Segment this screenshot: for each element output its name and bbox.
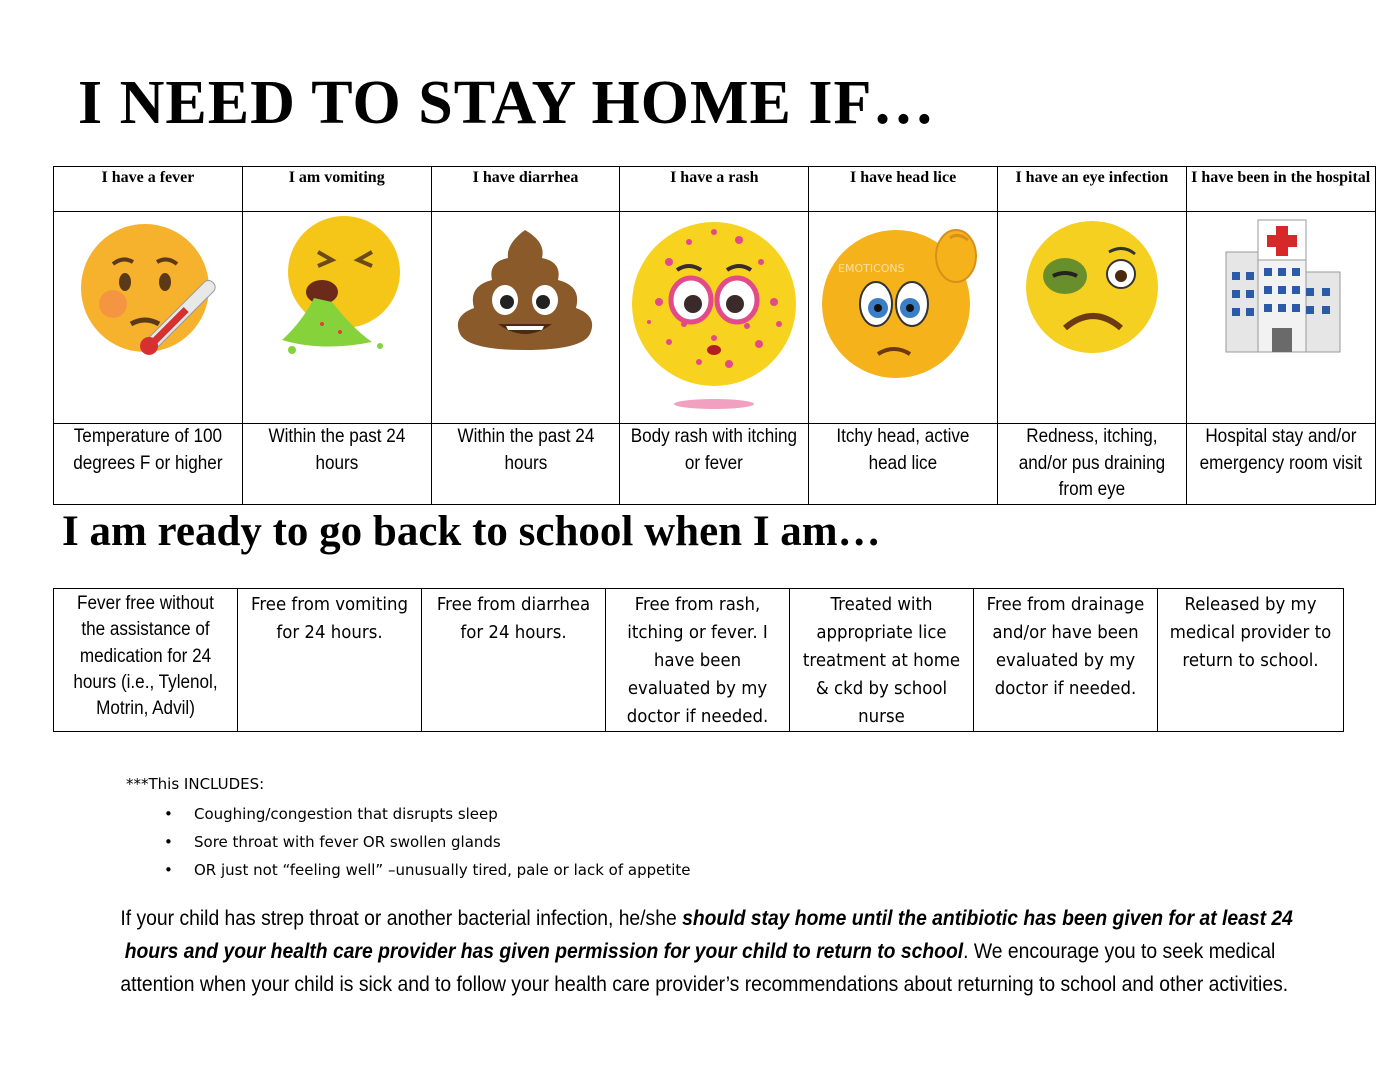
description-eye-infection: Redness, itching, and/or pus draining from eye [1018, 426, 1166, 500]
bullet-icon: • [164, 805, 173, 823]
header-diarrhea: I have diarrhea [431, 167, 620, 212]
header-eye-infection: I have an eye infection [997, 167, 1186, 212]
watermark-text: EMOTICONS [838, 262, 905, 275]
scratching-head-face-icon [818, 212, 988, 387]
criteria-fever: Fever free without the assistance of medication for 24 hours (i.e., Tylenol, Motrin, Advil) [73, 593, 218, 720]
footer-line-2: hours and your health care provider has given permission for your child to return to school. We encourage you to seek medical [124, 940, 1276, 963]
footer-line-1: If your child has strep throat or another bacterial infection, he/she should stay home until the antibiotic has been given for at least 24 [120, 907, 1293, 930]
stay-home-table [53, 166, 1376, 505]
description-head-lice: Itchy head, active head lice [836, 426, 970, 474]
description-fever: Temperature of 100 degrees F or higher [73, 426, 223, 474]
return-criteria-table [53, 588, 1344, 732]
symptom-header-row [54, 167, 1376, 212]
rash-face-icon [629, 212, 799, 412]
symptom-image-row [54, 212, 1376, 424]
sick-thermometer-face-icon [73, 212, 223, 362]
criteria-diarrhea: Free from diarrhea for 24 hours. [436, 594, 591, 643]
vomiting-face-icon [262, 212, 412, 362]
header-fever: I have a fever [54, 167, 243, 212]
list-item: • OR just not “feeling well” –unusually tired, pale or lack of appetite [164, 861, 691, 879]
description-vomiting: Within the past 24 hours [268, 426, 406, 474]
list-item: • Sore throat with fever OR swollen glands [164, 833, 501, 851]
footer-line-3: attention when your child is sick and to follow your health care provider’s recommendations about returning to school and other activities. [120, 973, 1289, 996]
includes-list [160, 803, 691, 887]
black-eye-face-icon [1017, 212, 1167, 362]
hospital-icon [1206, 212, 1356, 362]
bullet-icon: • [164, 833, 173, 851]
poop-icon [450, 212, 600, 362]
description-rash: Body rash with itching or fever [631, 426, 798, 474]
description-diarrhea: Within the past 24 hours [457, 426, 594, 474]
criteria-vomiting: Free from vomiting for 24 hours. [251, 594, 408, 643]
section-subtitle: I am ready to go back to school when I am… [62, 508, 881, 555]
criteria-rash: Free from rash, itching or fever. I have been evaluated by my doctor if needed. [626, 594, 769, 727]
includes-heading: ***This INCLUDES: [126, 775, 265, 793]
header-head-lice: I have head lice [809, 167, 998, 212]
criteria-eye-infection: Free from drainage and/or have been evaluated by my doctor if needed. [986, 594, 1145, 699]
return-criteria-row [54, 589, 1344, 732]
list-item: • Coughing/congestion that disrupts sleep [164, 805, 498, 823]
header-vomiting: I am vomiting [242, 167, 431, 212]
symptom-description-row [54, 424, 1376, 505]
criteria-hospital: Released by my medical provider to return to school. [1169, 594, 1332, 671]
description-hospital: Hospital stay and/or emergency room visit [1199, 426, 1362, 474]
header-rash: I have a rash [620, 167, 809, 212]
bullet-icon: • [164, 861, 173, 879]
criteria-head-lice: Treated with appropriate lice treatment at home & ckd by school nurse [802, 594, 961, 727]
header-hospital: I have been in the hospital [1186, 167, 1375, 212]
page-title: I NEED TO STAY HOME IF… [78, 69, 936, 137]
footer-paragraph [70, 902, 1330, 1001]
